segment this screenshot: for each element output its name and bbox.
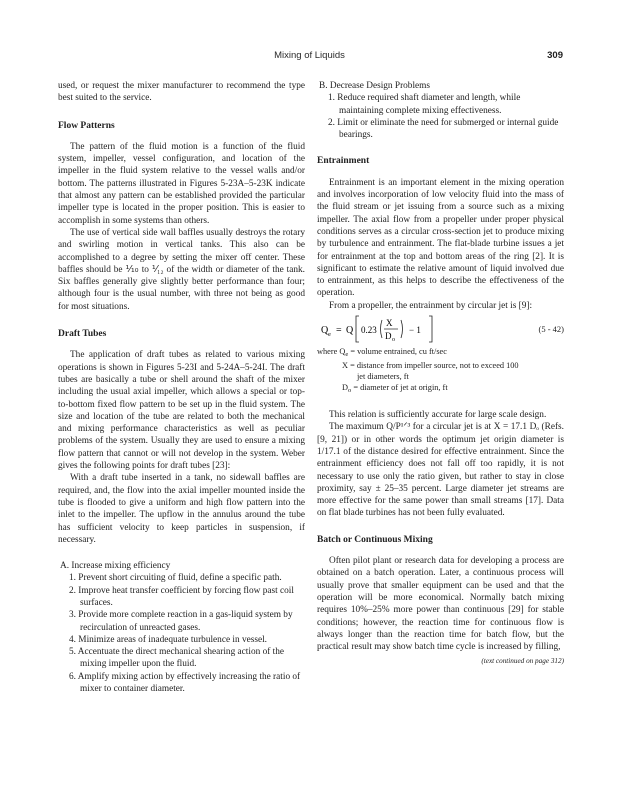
- batch-continuous-heading: Batch or Continuous Mixing: [317, 534, 433, 545]
- list-item: 1. Reduce required shaft diameter and length, while maintaining complete mixing effectiveness.: [328, 93, 521, 116]
- intro-paragraph: used, or request the mixer manufacturer to recommend the type best suited to the service.: [58, 81, 305, 104]
- list-item: 2. Limit or eliminate the need for submerged or internal guide bearings.: [328, 117, 559, 141]
- left-paren: [381, 320, 383, 338]
- flow-paragraph-2: The use of vertical side wall baffles usually destroys the rotary and swirling motion in vertical tanks. This also can be accomplished to a degree by setting the mixer off center. These baffles should be ⅒ to ⅟₁₂ of the width or diameter of the tank. Six baffles generally give slightly better performance than four; although four is the usual number, with three not being as good for most situations.: [58, 227, 305, 312]
- draft-paragraph-2: With a draft tube inserted in a tank, no sidewall baffles are required, and, the flow into the axial impeller mounted inside the tube is flooded to give a uniform and high flow pattern into the inlet to the impeller. The upflow in the annulus around the tube has sufficient velocity to keep particles in suspension, if necessary.: [58, 473, 305, 545]
- flow-paragraph-1: The pattern of the fluid motion is a function of the fluid system, impeller, vessel configuration, and location of the impeller in the fluid system relative to the vessel walls and/or bottom. The patterns illustrated in Figures 5-23A–5-23K indicate that almost any pattern can be established provided the particular impeller type is located in the proper position. This is easier to accomplish in some systems than others.: [58, 141, 305, 226]
- list-item: 6. Amplify mixing action by effectively increasing the ratio of mixer to container diameter.: [69, 671, 301, 695]
- def-text: jet diameters, ft: [357, 372, 409, 382]
- entrainment-paragraph-2: From a propeller, the entrainment by circular jet is [9]:: [329, 300, 533, 311]
- def-subscript: e: [345, 351, 349, 359]
- def-text: = diameter of jet at origin, ft: [351, 383, 448, 393]
- where-word: where: [317, 347, 338, 357]
- eq-equals: =: [336, 325, 342, 337]
- entrainment-paragraph-1: Entrainment is an important element in the mixing operation and involves incorporation of low velocity fluid into the mass of the fluid stream or jet issuing from a source such as a mixing impeller. The axial flow from a propeller under proper physical conditions serves as a circular cross-section jet to produce mixing by turbulence and entrainment. The flat-blade turbine issues a jet for entrainment at the top and bottom areas of the ring [2]. It is significant to estimate the relative amount of liquid involved due to entrainment, as this helps to describe the effectiveness of the operation.: [317, 177, 564, 299]
- list-item: 3. Provide more complete reaction in a gas-liquid system by recirculation of unreacted gases.: [69, 610, 293, 633]
- list-b: [317, 80, 564, 141]
- definition-x: [317, 360, 564, 371]
- draft-paragraph-1: The application of draft tubes as related to various mixing operations is shown in Figures 5-23I and 5-24A–5-24I. The draft tubes are basically a tube or shell around the shaft of the mixer including the usual axial impeller, which allows a special or top-to-bottom fixed flow pattern to be set up in the fluid system. The size and location of the tube are related to both the mechanical and mixing performance characteristics as well as peculiar problems of the system. Usually they are used to ensure a mixing flow pattern that cannot or will not develop in the system. Weber gives the following points for draft tubes [23]:: [58, 350, 305, 472]
- page-number: 309: [547, 50, 563, 61]
- right-column: [317, 80, 564, 668]
- eq-minus-one: − 1: [409, 325, 421, 336]
- list-a-title: A. Increase mixing efficiency: [60, 561, 171, 572]
- draft-tubes-heading: Draft Tubes: [58, 329, 107, 340]
- equation-number: (5 - 42): [538, 323, 564, 334]
- equation-graphic: [317, 312, 467, 346]
- def-text: = volume entrained, cu ft/sec: [348, 347, 447, 357]
- variable-definitions: [317, 346, 564, 396]
- maximum-paragraph: The maximum Q/P¹ᐟ³ for a circular jet is at X = 17.1 Dₒ (Refs. [9, 21]) or in other words the optimum jet origin diameter is 1/17.1 of the distance desired for effective entrainment. Since the entrainment efficiency does not fall off too rapidly, it is not necessary to use only the ratio given, but rather to stay in close proximity, say ± 25–35 percent. Large diameter jet streams are more effective for the same power than small streams [17]. Data on flat blade turbines has not been fully evaluated.: [317, 422, 564, 519]
- relation-paragraph: This relation is sufficiently accurate for large scale design.: [329, 410, 547, 421]
- eq-frac-den: D: [385, 331, 392, 342]
- eq-lhs: Q: [321, 325, 329, 337]
- definition-do: [317, 382, 564, 396]
- batch-paragraph: Often pilot plant or research data for developing a process are obtained on a batch operation. Later, a continuous process will usually prove that smaller equipment can be used and that the operation will be more economical. Normally batch mixing requires 10%–25% more power than continuous [29] for stable conditions; however, the reaction time for continuous flow is always longer than the reaction time for batch flow, but the practical result may show batch time cycle is increased by filling,: [317, 556, 564, 653]
- def-subscript: o: [348, 387, 352, 395]
- def-text: = distance from impeller source, not to exceed 100: [348, 361, 519, 371]
- left-bracket: [356, 316, 359, 342]
- def-symbol: D: [342, 383, 348, 393]
- list-item: 4. Minimize areas of inadequate turbulence in vessel.: [69, 634, 268, 645]
- eq-frac-num: X: [386, 318, 393, 329]
- def-symbol: Q: [339, 347, 346, 357]
- list-item: 1. Prevent short circuiting of fluid, define a specific path.: [69, 573, 282, 584]
- equation-5-42: [317, 312, 564, 346]
- flow-patterns-heading: Flow Patterns: [58, 120, 115, 131]
- entrainment-heading: Entrainment: [317, 156, 370, 167]
- list-item: 2. Improve heat transfer coefficient by forcing flow past coil surfaces.: [69, 585, 294, 608]
- definition-x-continued: [317, 371, 564, 382]
- continued-note: (text continued on page 312): [481, 657, 564, 666]
- left-column: [58, 80, 305, 695]
- running-header-title: Mixing of Liquids: [274, 50, 345, 61]
- eq-coefficient: 0.23: [361, 325, 377, 336]
- list-a: [58, 560, 305, 695]
- right-paren: [401, 320, 403, 338]
- eq-lhs-sub: e: [328, 331, 331, 339]
- eq-q: Q: [346, 325, 354, 337]
- list-item: 5. Accentuate the direct mechanical shearing action of the mixing impeller upon the fluid.: [69, 647, 285, 670]
- def-symbol: X: [342, 361, 348, 371]
- definition-qe: [317, 346, 564, 360]
- list-b-title: B. Decrease Design Problems: [319, 81, 431, 91]
- right-bracket: [429, 316, 432, 342]
- eq-frac-den-sub: o: [392, 337, 395, 344]
